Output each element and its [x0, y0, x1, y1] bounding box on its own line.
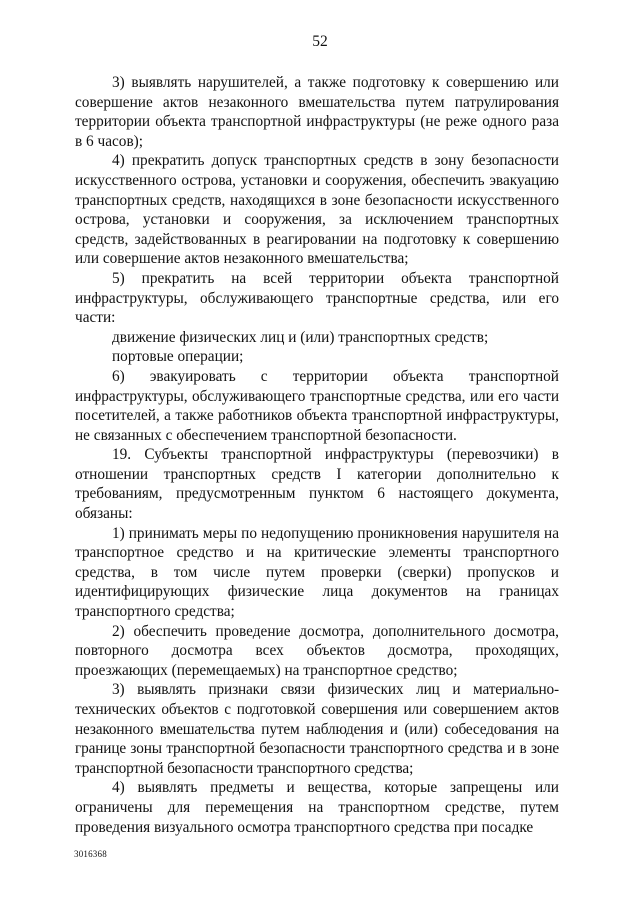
paragraph-subitem-port-operations: портовые операции; — [112, 348, 244, 366]
paragraph-clause-19-item-1: 1) принимать меры по недопущению проникновения нарушителя на транспортное средство и на критические элементы транспортного средства, в том числе путем проверки (сверки) пропусков и идентифицирующих физические лица документов на границах транспортного средства; — [75, 524, 559, 621]
paragraph-item-3: 3) выявлять нарушителей, а также подготовку к совершению или совершение актов незаконного вмешательства путем патрулирования территории объекта транспортной инфраструктуры (не реже одного раза в 6 часов); — [75, 74, 559, 150]
paragraph-item-4: 4) прекратить допуск транспортных средств в зону безопасности искусственного острова, установки и сооружения, обеспечить эвакуацию транспортных средств, находящихся в зоне безопасности искусственного острова, установки и сооружения, за исключением транспортных средств, задействованных в реагировании на подготовку к совершению или совершение актов незаконного вмешательства; — [75, 152, 559, 268]
paragraph-clause-19-item-4: 4) выявлять предметы и вещества, которые запрещены или ограничены для перемещения на транспортном средстве, путем проведения визуального осмотра транспортного средства при посадке — [75, 779, 559, 836]
page-number: 52 — [312, 33, 328, 50]
paragraph-item-5: 5) прекратить на всей территории объекта транспортной инфраструктуры, обслуживающего транспортные средства, или его части: — [75, 269, 559, 327]
paragraph-clause-19: 19. Субъекты транспортной инфраструктуры (перевозчики) в отношении транспортных средств I категории дополнительно к требованиям, предусмотренным пунктом 6 настоящего документа, обязаны: — [75, 446, 559, 523]
paragraph-clause-19-item-2: 2) обеспечить проведение досмотра, дополнительного досмотра, повторного досмотра всех объектов досмотра, проходящих, проезжающих (перемещаемых) на транспортное средство; — [75, 622, 559, 679]
document-id: 3016368 — [74, 849, 107, 859]
paragraph-clause-19-item-3: 3) выявлять признаки связи физических лиц и материально-технических объектов с подготовкой совершения или совершением актов незаконного вмешательства путем наблюдения и (или) собеседования на границе зоны транспортной безопасности транспортного средства и в зоне транспортной безопасности транспортного средства; — [75, 681, 559, 777]
paragraph-subitem-movement: движение физических лиц и (или) транспортных средств; — [112, 328, 489, 346]
paragraph-item-6: 6) эвакуировать с территории объекта транспортной инфраструктуры, обслуживающего транспортные средства, или его части посетителей, а также работников объекта транспортной инфраструктуры, не связанных с обеспечением транспортной безопасности. — [75, 367, 559, 444]
document-body — [75, 73, 559, 837]
